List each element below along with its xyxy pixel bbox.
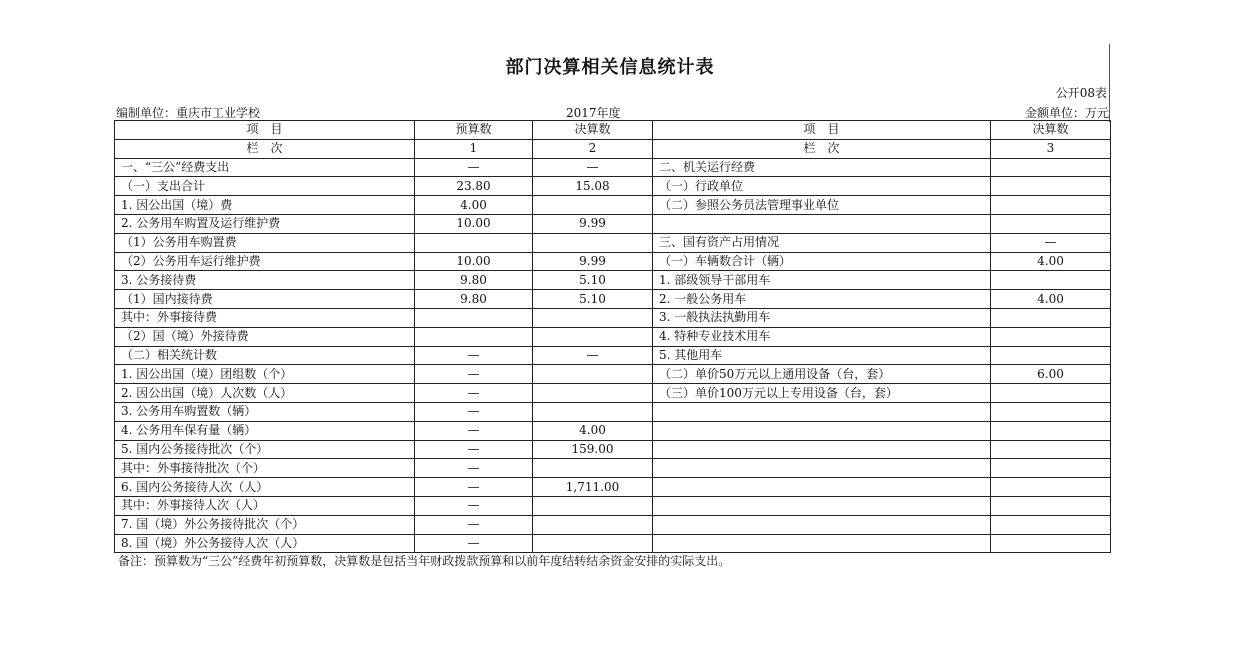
left-item-cell: （一）支出合计 (115, 177, 415, 196)
left-item-cell: 5. 国内公务接待批次（个） (115, 440, 415, 459)
left-item-cell: 一、“三公”经费支出 (115, 158, 415, 177)
table-row (115, 327, 1111, 346)
right-final-cell: 6.00 (991, 365, 1111, 384)
right-item-cell: 4. 特种专业技术用车 (653, 327, 991, 346)
org-unit: 编制单位：重庆市工业学校 (116, 106, 261, 120)
right-item-cell (653, 421, 991, 440)
right-final-cell (991, 421, 1111, 440)
table-row (115, 233, 1111, 252)
right-final-cell (991, 308, 1111, 327)
left-item-cell: （二）相关统计数 (115, 346, 415, 365)
final-cell: 5.10 (533, 271, 653, 290)
final-cell: 9.99 (533, 214, 653, 233)
left-item-cell: （1）国内接待费 (115, 290, 415, 309)
right-item-cell: （一）车辆数合计（辆） (653, 252, 991, 271)
left-item-cell: 6. 国内公务接待人次（人） (115, 478, 415, 497)
budget-cell: — (415, 158, 533, 177)
header-final: 决算数 (533, 121, 653, 140)
budget-cell: — (415, 496, 533, 515)
final-cell (533, 459, 653, 478)
right-item-cell: （一）行政单位 (653, 177, 991, 196)
right-final-cell: — (991, 233, 1111, 252)
table-row (115, 196, 1111, 215)
right-final-cell (991, 496, 1111, 515)
budget-cell (415, 327, 533, 346)
table-row (115, 177, 1111, 196)
left-item-cell: 其中：外事接待批次（个） (115, 459, 415, 478)
right-item-cell: （三）单价100万元以上专用设备（台，套） (653, 384, 991, 403)
left-item-cell: 4. 公务用车保有量（辆） (115, 421, 415, 440)
final-cell: 1,711.00 (533, 478, 653, 497)
final-cell: 9.99 (533, 252, 653, 271)
right-item-cell (653, 214, 991, 233)
final-cell (533, 196, 653, 215)
right-final-cell (991, 459, 1111, 478)
right-item-cell (653, 478, 991, 497)
stats-table-body (115, 121, 1111, 553)
right-item-cell: 2. 一般公务用车 (653, 290, 991, 309)
page-title: 部门决算相关信息统计表 (505, 57, 715, 78)
right-item-cell: 1. 部级领导干部用车 (653, 271, 991, 290)
budget-cell: — (415, 534, 533, 553)
left-item-cell: 3. 公务用车购置数（辆） (115, 402, 415, 421)
right-final-cell (991, 158, 1111, 177)
right-final-cell: 4.00 (991, 290, 1111, 309)
right-final-cell (991, 196, 1111, 215)
final-cell (533, 496, 653, 515)
final-cell (533, 384, 653, 403)
right-item-cell (653, 459, 991, 478)
right-item-cell (653, 496, 991, 515)
budget-cell: 4.00 (415, 196, 533, 215)
stats-table (114, 120, 1111, 553)
right-final-cell (991, 177, 1111, 196)
column-index-row (115, 139, 1111, 158)
budget-cell: — (415, 421, 533, 440)
column-index-3: 3 (991, 139, 1111, 158)
final-cell: — (533, 158, 653, 177)
budget-cell: 9.80 (415, 271, 533, 290)
column-label-right: 栏 次 (653, 139, 991, 158)
right-final-cell (991, 384, 1111, 403)
final-cell: 4.00 (533, 421, 653, 440)
right-final-cell (991, 440, 1111, 459)
money-unit: 金额单位：万元 (1024, 106, 1109, 120)
table-row (115, 346, 1111, 365)
table-row (115, 252, 1111, 271)
budget-cell (415, 233, 533, 252)
budget-cell: 10.00 (415, 214, 533, 233)
right-final-cell (991, 515, 1111, 534)
budget-cell: — (415, 365, 533, 384)
header-final-right: 决算数 (991, 121, 1111, 140)
budget-cell: — (415, 402, 533, 421)
column-index-1: 1 (415, 139, 533, 158)
budget-cell (415, 308, 533, 327)
report-year: 2017年度 (566, 106, 621, 120)
table-row (115, 515, 1111, 534)
left-item-cell: 7. 国（境）外公务接待批次（个） (115, 515, 415, 534)
budget-cell: — (415, 459, 533, 478)
final-cell (533, 402, 653, 421)
final-cell (533, 534, 653, 553)
table-row (115, 478, 1111, 497)
right-final-cell: 4.00 (991, 252, 1111, 271)
column-label-left: 栏 次 (115, 139, 415, 158)
right-item-cell (653, 534, 991, 553)
final-cell: 15.08 (533, 177, 653, 196)
form-code: 公开08表 (1055, 86, 1107, 100)
left-item-cell: （2）公务用车运行维护费 (115, 252, 415, 271)
table-row (115, 402, 1111, 421)
right-final-cell (991, 271, 1111, 290)
final-cell (533, 365, 653, 384)
final-cell: — (533, 346, 653, 365)
table-row (115, 384, 1111, 403)
column-index-2: 2 (533, 139, 653, 158)
right-final-cell (991, 534, 1111, 553)
left-item-cell: 2. 公务用车购置及运行维护费 (115, 214, 415, 233)
left-item-cell: 其中：外事接待费 (115, 308, 415, 327)
left-item-cell: 2. 因公出国（境）人次数（人） (115, 384, 415, 403)
right-item-cell (653, 515, 991, 534)
table-row (115, 308, 1111, 327)
header-budget: 预算数 (415, 121, 533, 140)
right-final-cell (991, 402, 1111, 421)
left-item-cell: （1）公务用车购置费 (115, 233, 415, 252)
budget-cell: — (415, 440, 533, 459)
header-item-right: 项 目 (653, 121, 991, 140)
table-row (115, 421, 1111, 440)
final-cell (533, 308, 653, 327)
table-row (115, 459, 1111, 478)
right-item-cell: （二）单价50万元以上通用设备（台，套） (653, 365, 991, 384)
right-item-cell: 3. 一般执法执勤用车 (653, 308, 991, 327)
right-item-cell: 二、机关运行经费 (653, 158, 991, 177)
right-item-cell: （二）参照公务员法管理事业单位 (653, 196, 991, 215)
budget-cell: — (415, 515, 533, 534)
left-item-cell: 1. 因公出国（境）费 (115, 196, 415, 215)
table-row (115, 496, 1111, 515)
left-item-cell: 8. 国（境）外公务接待人次（人） (115, 534, 415, 553)
final-cell (533, 233, 653, 252)
right-item-cell (653, 440, 991, 459)
table-row (115, 440, 1111, 459)
right-final-cell (991, 478, 1111, 497)
header-item-left: 项 目 (115, 121, 415, 140)
budget-cell: — (415, 384, 533, 403)
header-row (115, 121, 1111, 140)
final-cell: 159.00 (533, 440, 653, 459)
table-row (115, 290, 1111, 309)
footnote: 备注：预算数为“三公”经费年初预算数，决算数是包括当年财政拨款预算和以前年度结转结余资金安排的实际支出。 (118, 554, 731, 568)
budget-cell: 10.00 (415, 252, 533, 271)
table-row (115, 214, 1111, 233)
right-final-cell (991, 346, 1111, 365)
budget-cell: 23.80 (415, 177, 533, 196)
budget-cell: — (415, 346, 533, 365)
table-row (115, 158, 1111, 177)
table-row (115, 534, 1111, 553)
left-item-cell: 3. 公务接待费 (115, 271, 415, 290)
right-item-cell (653, 402, 991, 421)
left-item-cell: （2）国（境）外接待费 (115, 327, 415, 346)
final-cell: 5.10 (533, 290, 653, 309)
budget-cell: — (415, 478, 533, 497)
right-final-cell (991, 327, 1111, 346)
right-final-cell (991, 214, 1111, 233)
final-cell (533, 327, 653, 346)
left-item-cell: 1. 因公出国（境）团组数（个） (115, 365, 415, 384)
left-item-cell: 其中：外事接待人次（人） (115, 496, 415, 515)
right-item-cell: 三、国有资产占用情况 (653, 233, 991, 252)
table-row (115, 365, 1111, 384)
budget-cell: 9.80 (415, 290, 533, 309)
right-item-cell: 5. 其他用车 (653, 346, 991, 365)
table-row (115, 271, 1111, 290)
final-cell (533, 515, 653, 534)
